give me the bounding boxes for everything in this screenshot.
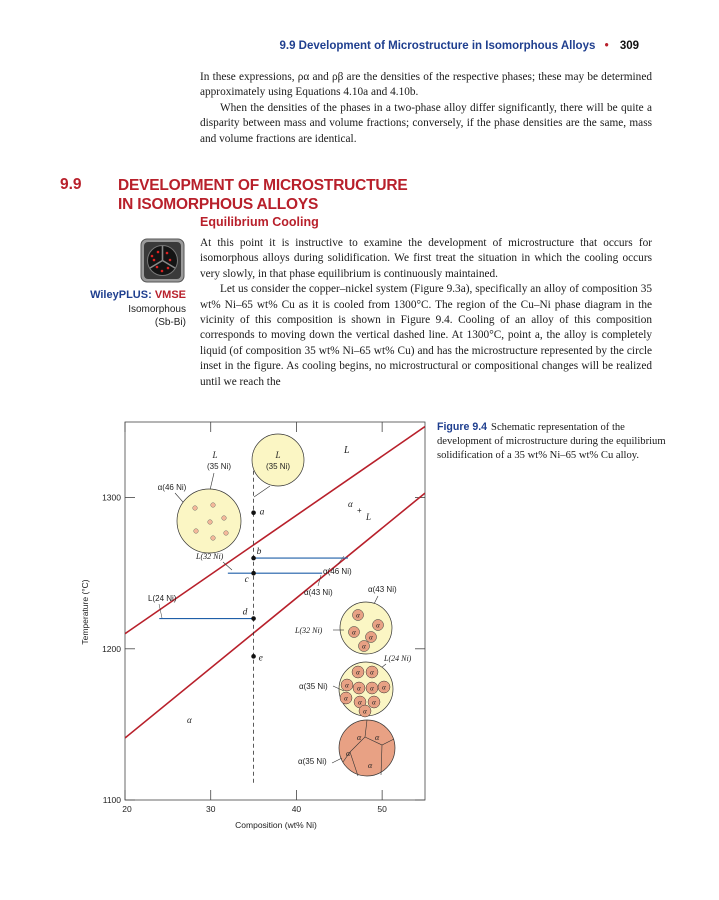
- inset-d-grain-label-5: α: [370, 684, 374, 693]
- vmse-icon-graphic: [140, 238, 185, 283]
- wileyplus-sublabel: [128, 303, 186, 329]
- point-a-liquid-composition: (35 Ni): [206, 462, 232, 471]
- running-head-separator: •: [604, 40, 609, 52]
- inset-a-label: L: [275, 450, 281, 460]
- y-tick-label-1300: 1300: [102, 492, 121, 503]
- point-d-label: d: [242, 607, 248, 618]
- point-d-marker: [251, 616, 256, 621]
- point-a-liquid-label: L: [212, 450, 218, 460]
- tie-b-alpha-label: α(46 Ni): [323, 567, 352, 576]
- section-paragraph-2: Let us consider the copper–nickel system (Figure 9.3a), specifically an alloy of composition 35 wt% Ni–65 wt% Cu as it is cooled from 1300°C. The region of the Cu–Ni phase diagram in the vicinity of this composition is shown in Figure 9.4. Cooling of an alloy of this composition corresponds to moving down the vertical dashed line. At 1300°C, point a, the alloy is completely liquid (of composition 35 wt% Ni–65 wt% Cu) and has the microstructure represented by the circle inset in the figure. As cooling begins, no microstructural or compositional changes will be realized until we reach the: [200, 283, 652, 388]
- inset-e-solid: [339, 720, 395, 776]
- page-number: 309: [619, 40, 639, 52]
- section-title-line-1: DEVELOPMENT OF MICROSTRUCTURE: [118, 177, 408, 194]
- point-d-pointer: [159, 604, 162, 618]
- inset-d-grain-label-10: α: [363, 707, 367, 716]
- inset-d-liquid-label: L(24 Ni): [384, 654, 412, 663]
- y-tick-label-1100: 1100: [102, 795, 121, 805]
- inset-c-grain-label-4: α: [369, 633, 373, 642]
- x-tick-label-40: 40: [291, 804, 302, 814]
- y-axis-label: Temperature (°C): [80, 579, 90, 645]
- inset-c-alpha-label: α(43 Ni): [368, 585, 397, 594]
- point-b-label: b: [256, 547, 262, 558]
- inset-c-grain-label-1: α: [356, 611, 360, 620]
- intro-paragraph-1: In these expressions, ρα and ρβ are the densities of the respective phases; these may be determined approximately using Equations 4.10a and 4.10b.: [200, 71, 652, 99]
- inset-d-grain-label-1: α: [356, 668, 360, 677]
- inset-e-grain-4: α: [368, 761, 373, 770]
- inset-a-leader: [210, 473, 214, 490]
- inset-e-grain-2: α: [375, 733, 380, 742]
- section-paragraph-1: At this point it is instructive to examine the development of microstructure that occurs for isomorphous alloys during solidification. We first treat the situation in which the cooling occurs very slowly, in that phase equilibrium is continuously maintained.: [200, 237, 652, 280]
- inset-d-grain-label-2: α: [370, 668, 374, 677]
- point-b-marker: [251, 556, 256, 561]
- inset-e-grain-3: α: [346, 749, 351, 758]
- running-head-title: 9.9 Development of Microstructure in Isomorphous Alloys: [279, 40, 596, 52]
- figure-label: Figure 9.4: [437, 421, 488, 433]
- wileyplus-label: WileyPLUS: [90, 289, 149, 301]
- point-c-alpha-label: α(43 Ni): [304, 588, 333, 597]
- inset-d-grain-label-4: α: [357, 684, 361, 693]
- wileyplus-link[interactable]: [90, 289, 186, 301]
- point-e-label: e: [258, 653, 263, 664]
- point-a-marker: [251, 510, 256, 515]
- inset-d-grain-label-8: α: [358, 698, 362, 707]
- x-tick-label-20: 20: [122, 804, 132, 814]
- inset-c-grain-label-5: α: [362, 642, 366, 651]
- inset-e-pointer: [332, 758, 342, 763]
- point-c-marker: [251, 571, 256, 576]
- x-tick-label-50: 50: [377, 804, 387, 814]
- phase-diagram-figure: [0, 400, 430, 850]
- two-phase-plus-label: +: [357, 506, 362, 515]
- intro-paragraph-2: When the densities of the phases in a two-phase alloy differ significantly, there will be quite a disparity between mass and volume fractions; conversely, if the phase densities are the same, mass and volume fractions are identical.: [200, 101, 652, 145]
- inset-a-composition: (35 Ni): [265, 462, 291, 471]
- section-number: 9.9: [60, 176, 82, 193]
- inset-d-alpha-label: α(35 Ni): [299, 682, 328, 691]
- inset-e-grain-1: α: [357, 733, 362, 742]
- inset-a-liquid: [252, 434, 304, 486]
- x-tick-label-30: 30: [205, 804, 216, 814]
- point-b-alpha-label: α(46 Ni): [157, 483, 187, 492]
- point-e-marker: [251, 654, 256, 659]
- wileyplus-sublabel-2: (Sb-Bi): [154, 317, 186, 328]
- inset-d-grain-label-3: α: [345, 681, 349, 690]
- inset-d-grain-label-7: α: [344, 694, 348, 703]
- running-head: [279, 40, 639, 52]
- inset-c-liquid-label: L(32 Ni): [295, 626, 323, 635]
- figure-caption-text: Schematic representation of the development of microstructure during the equilibrium solidification of a 35 wt% Ni–65 wt% Cu alloy.: [437, 422, 666, 461]
- inset-c-grain-label-2: α: [376, 621, 380, 630]
- subsection-title: Equilibrium Cooling: [200, 215, 319, 229]
- vmse-icon[interactable]: [140, 238, 185, 283]
- x-axis-label: Composition (wt% Ni): [235, 820, 317, 830]
- point-b-liquid-label: L(32 Ni): [196, 552, 224, 561]
- wileyplus-colon: :: [148, 289, 152, 301]
- two-phase-alpha-label: α: [348, 499, 353, 509]
- inset-c-grain-label-3: α: [352, 628, 356, 637]
- point-a-label: a: [259, 507, 265, 518]
- inset-e-alpha-label: α(35 Ni): [298, 757, 327, 766]
- liquid-region-label: L: [344, 445, 350, 456]
- intro-text: [200, 70, 652, 147]
- inset-d-grain-label-9: α: [372, 698, 376, 707]
- inset-a-pointer: [254, 486, 270, 497]
- two-phase-L-label: L: [366, 512, 372, 522]
- figure-caption: [437, 421, 667, 462]
- section-body: [200, 236, 652, 390]
- wileyplus-sublabel-1: Isomorphous: [128, 304, 186, 315]
- point-c-label: c: [244, 575, 249, 586]
- y-tick-label-1200: 1200: [102, 643, 121, 654]
- solid-region-label: α: [187, 715, 192, 725]
- section-title: [118, 176, 408, 214]
- section-title-line-2: IN ISOMORPHOUS ALLOYS: [118, 196, 319, 213]
- point-d-liquid-label: L(24 Ni): [148, 594, 177, 603]
- inset-d-grain-label-6: α: [382, 683, 386, 692]
- vmse-label: VMSE: [154, 289, 186, 301]
